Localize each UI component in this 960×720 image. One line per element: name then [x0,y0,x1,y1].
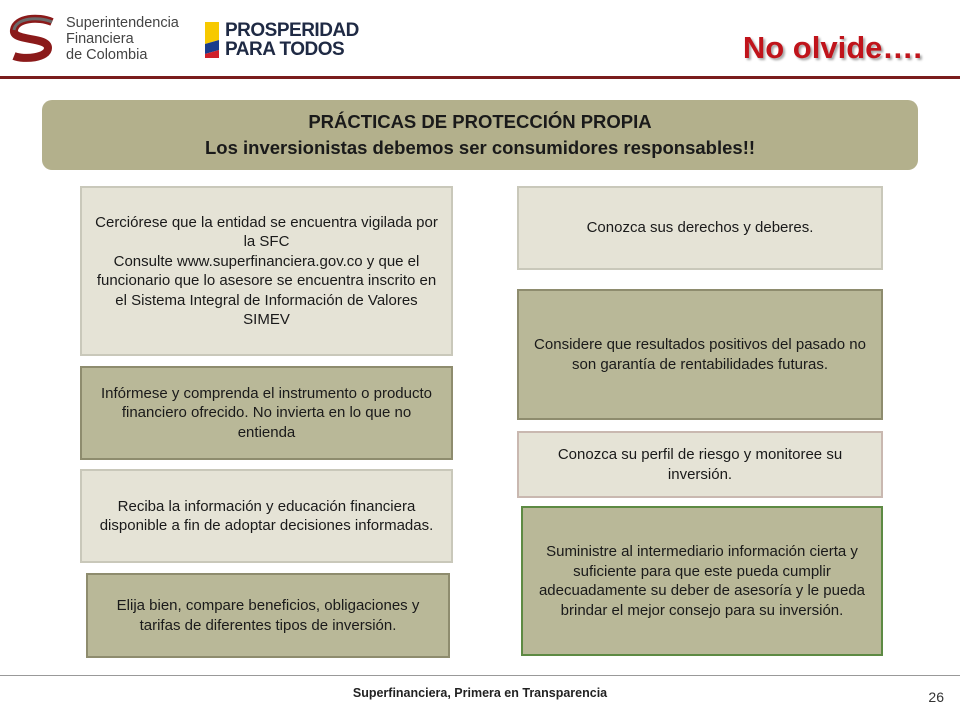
tip-verify-entity: Cerciórese que la entidad se encuentra vigilada por la SFC Consulte www.superfinanciera.gov.co y que el funcionario que lo asesore se encuentra inscrito en el Sistema Integral de Información de Valores SIMEV [80,186,453,356]
page-number: 26 [928,689,944,705]
sfc-logo-line-1: Superintendencia [66,15,179,31]
header-divider [0,76,960,79]
page-title: No olvide…. [742,30,922,65]
sfc-logo-line-2: Financiera [66,31,134,47]
practices-banner [42,100,918,170]
tip-understand-product: Infórmese y comprenda el instrumento o producto financiero ofrecido. No invierta en lo que no entienda [80,366,453,460]
tip-rights-duties: Conozca sus derechos y deberes. [517,186,883,270]
banner-heading: PRÁCTICAS DE PROTECCIÓN PROPIA [308,111,652,132]
footer-slogan: Superfinanciera, Primera en Transparencia [352,686,608,700]
prosperidad-line-2: PARA TODOS [225,39,345,60]
colombia-flag-stripes-icon [203,20,221,60]
prosperidad-logo-text [225,21,359,59]
tip-compare-options: Elija bien, compare beneficios, obligaciones y tarifas de diferentes tipos de inversión. [86,573,450,658]
sfc-logo-line-3: de Colombia [66,47,148,63]
banner-subheading: Los inversionistas debemos ser consumidores responsables!! [204,137,756,158]
footer-divider [0,675,960,676]
prosperidad-logo [203,18,359,62]
sfc-logo-name [66,15,179,63]
prosperidad-line-1: PROSPERIDAD [225,20,359,41]
sfc-logo [8,12,178,66]
tip-financial-education: Reciba la información y educación financiera disponible a fin de adoptar decisiones informadas. [80,469,453,563]
tip-risk-profile: Conozca su perfil de riesgo y monitoree su inversión. [517,431,883,498]
tip-past-results: Considere que resultados positivos del pasado no son garantía de rentabilidades futuras. [517,289,883,420]
tip-provide-information: Suministre al intermediario información cierta y suficiente para que este pueda cumplir adecuadamente su deber de asesoría y le pueda brindar el mejor consejo para su inversión. [521,506,883,656]
sfc-s-emblem-icon [8,14,58,64]
